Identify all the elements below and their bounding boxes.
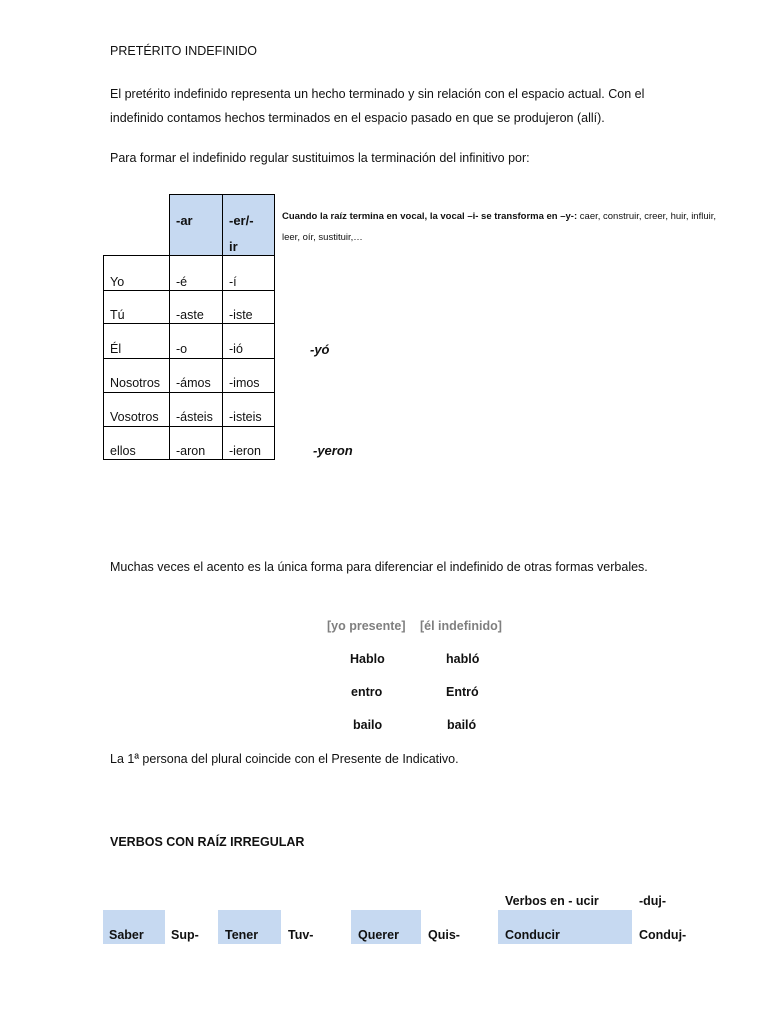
yeron-variant: -yeron	[313, 443, 353, 458]
table-row-pronoun: Nosotros	[103, 358, 170, 393]
stem-conducir: Conduj-	[639, 928, 687, 942]
comparison-left: Hablo	[350, 652, 385, 666]
header-ar	[169, 194, 223, 256]
table-cell-ar: -ásteis	[169, 392, 223, 427]
table-cell-ar: -aste	[169, 290, 223, 324]
header-ir-label: ir	[229, 239, 238, 254]
stem-tener: Tuv-	[288, 928, 314, 942]
table-row-pronoun: Yo	[103, 255, 170, 291]
intro-paragraph: El pretérito indefinido representa un hecho terminado y sin relación con el espacio actual. Con el indefinido contamos hechos terminados en el espacio pasado en que se produjeron (allí).	[110, 87, 645, 125]
comparison-head-left: [yo presente]	[327, 619, 406, 633]
verb-cell-tener: Tener	[218, 910, 281, 944]
irregular-title: VERBOS CON RAÍZ IRREGULAR	[110, 835, 305, 849]
ucir-stem: -duj-	[639, 894, 667, 908]
table-row-pronoun: Él	[103, 323, 170, 359]
table-cell-er-ir: -isteis	[222, 392, 275, 427]
vowel-note-examples: caer, construir, creer, huir, influir, leer, oír, sustituir,…	[282, 211, 717, 243]
page-title: PRETÉRITO INDEFINIDO	[110, 44, 258, 58]
table-row-pronoun: Vosotros	[103, 392, 170, 427]
table-cell-er-ir: -ió	[222, 323, 275, 359]
header-ar-label: -ar	[176, 213, 193, 228]
verb-cell-conducir: Conducir	[498, 910, 632, 944]
comparison-left: bailo	[353, 718, 383, 732]
comparison-left: entro	[351, 685, 383, 699]
yo-variant: -yó	[310, 342, 330, 357]
vowel-note	[282, 206, 732, 248]
table-cell-ar: -é	[169, 255, 223, 291]
plural-note: La 1ª persona del plural coincide con el Presente de Indicativo.	[110, 752, 459, 766]
table-cell-er-ir: -í	[222, 255, 275, 291]
table-cell-ar: -o	[169, 323, 223, 359]
comparison-right: habló	[446, 652, 480, 666]
verb-cell-querer: Querer	[351, 910, 421, 944]
table-cell-er-ir: -ieron	[222, 426, 275, 460]
header-er-ir	[222, 194, 275, 256]
table-row-pronoun: ellos	[103, 426, 170, 460]
table-row-pronoun: Tú	[103, 290, 170, 324]
table-cell-ar: -aron	[169, 426, 223, 460]
formation-sentence: Para formar el indefinido regular sustituimos la terminación del infinitivo por:	[110, 151, 530, 165]
ucir-label: Verbos en - ucir	[505, 894, 599, 908]
table-cell-er-ir: -iste	[222, 290, 275, 324]
comparison-head-right: [él indefinido]	[420, 619, 502, 633]
verb-cell-saber: Saber	[103, 910, 165, 944]
comparison-right: bailó	[447, 718, 477, 732]
header-er-label: -er/-	[229, 213, 254, 228]
accent-sentence: Muchas veces el acento es la única forma para diferenciar el indefinido de otras formas verbales.	[110, 560, 648, 574]
stem-saber: Sup-	[171, 928, 199, 942]
vowel-note-rule: Cuando la raíz termina en vocal, la vocal –i- se transforma en –y-:	[282, 211, 578, 222]
stem-querer: Quis-	[428, 928, 460, 942]
table-cell-er-ir: -imos	[222, 358, 275, 393]
table-cell-ar: -ámos	[169, 358, 223, 393]
comparison-right: Entró	[446, 685, 479, 699]
